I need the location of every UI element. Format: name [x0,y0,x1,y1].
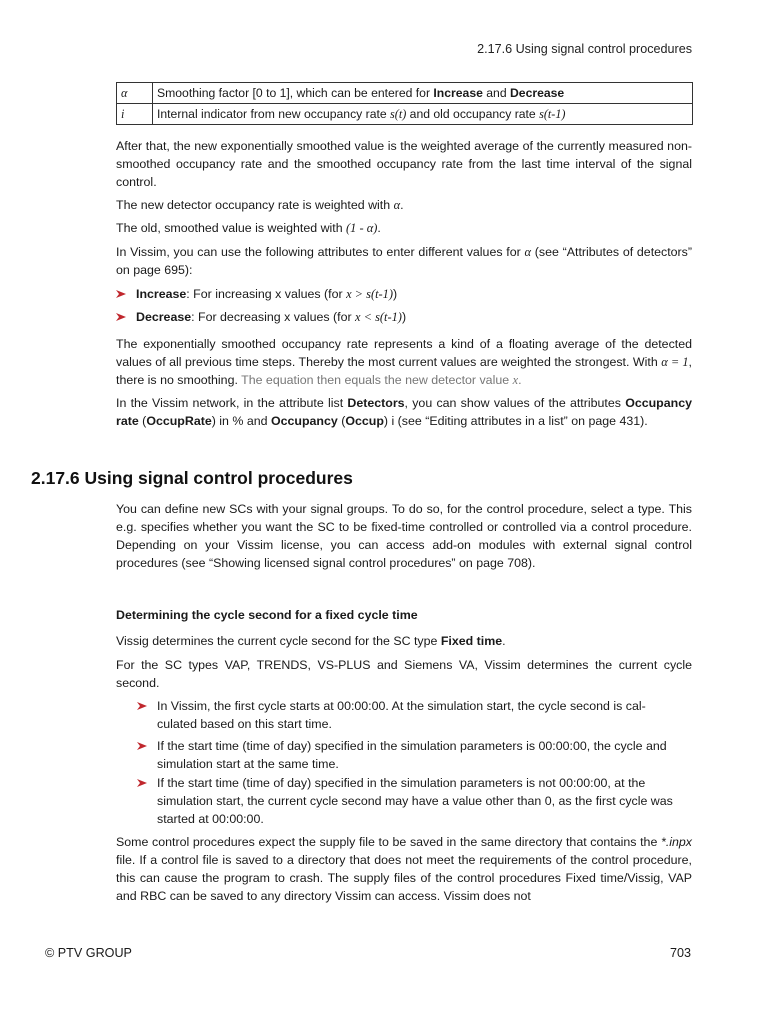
paragraph-sc-types: For the SC types VAP, TRENDS, VS-PLUS and Siemens VA, Vissim determines the current cycle second. [116,658,692,690]
math: α [393,198,401,212]
definition-cell [153,104,693,125]
text: (see “Attributes of detectors” on page 695): [116,245,693,277]
text: : For decreasing x values (for [191,310,356,324]
text: ( [138,414,147,428]
table-row [117,104,693,125]
bullet-text: If the start time (time of day) specified in the simulation parameters is 00:00:00, the cycle and simulation start at the same time. [157,739,667,771]
definition-text: and old occupancy rate [406,107,540,121]
text: . [377,221,381,235]
paragraph-floating-average [116,335,692,389]
text: file. If a control file is saved to a directory that does not meet the requirements of the control procedure, this can cause the program to crash. The supply files of the control procedures Fixed time/Vissig, VAP and RBC can be saved to any directory Vissim can access. Vissim does not [116,853,692,903]
list-item [137,697,680,733]
bold-text: OccupRate [146,414,212,428]
definition-math: s(t) [390,107,407,121]
math: x > s(t-1) [346,287,393,301]
text: The new detector occupancy rate is weighted with [116,198,394,212]
bullet-text: If the start time (time of day) specified in the simulation parameters is not 00:00:00, at the simulation start, the current cycle second may have a value other than 0, as the first cycle was started at 00:00:00. [157,776,673,826]
bullet-arrow-icon [116,313,126,321]
definition-cell [153,83,693,104]
text: . [400,198,404,212]
definition-math: s(t-1) [539,107,566,121]
list-item [137,737,680,773]
text-grey: The equation then equals the new detector value [241,373,513,387]
bullet-text: In Vissim, the first cycle starts at 00:00:00. At the simulation start, the cycle second is cal-culated based on this start time. [157,699,646,731]
bold-text: Occupancy [270,414,338,428]
math: x < s(t-1) [355,310,402,324]
bold-text: Detectors [347,396,405,410]
text-grey: . [518,373,522,387]
text: : For increasing x values (for [186,287,347,301]
symbol-cell: i [117,104,153,125]
paragraph-detectors [116,394,692,430]
text: ) [392,287,398,301]
math: (1 - α) [346,221,378,235]
definition-bold: Decrease [510,86,565,100]
text: Some control procedures expect the supply file to be saved in the same directory that contains the [116,835,661,849]
bullet-bold: Decrease [136,310,192,324]
paragraph-vissig [116,632,692,650]
symbol-definition-table [116,82,693,125]
paragraph-old-weight [116,219,692,237]
bold-text: Fixed time [440,634,503,648]
text: In the Vissim network, in the attribute list [116,396,348,410]
italic-text: *.inpx [661,835,692,849]
text: , there is no smoothing. [116,355,692,387]
list-item [137,774,680,828]
bold-text: Occup [345,414,384,428]
bullet-arrow-icon [137,702,147,710]
definition-bold: Increase [433,86,483,100]
text: The exponentially smoothed occupancy rate represents a kind of a floating average of the detected values of all previous time steps. Thereby the most current values are weighted the strongest. With [116,337,692,369]
section-heading: 2.17.6 Using signal control procedures [31,468,353,488]
subheading: Determining the cycle second for a fixed cycle time [116,608,418,622]
math-grey: x [512,373,519,387]
symbol-cell: α [117,83,153,104]
definition-text: and [482,86,510,100]
bullet-arrow-icon [137,742,147,750]
text: ) in % and [211,414,271,428]
text: The old, smoothed value is weighted with [116,221,347,235]
footer-copyright: © PTV GROUP [45,946,132,960]
text: In Vissim, you can use the following attributes to enter different values for [116,245,525,259]
definition-text: Internal indicator from new occupancy rate [157,107,391,121]
text: ( [337,414,346,428]
bold-text: Occupancy rate [116,396,692,428]
math: α = 1 [661,355,689,369]
text: , you can show values of the attributes [404,396,626,410]
running-head: 2.17.6 Using signal control procedures [477,42,692,56]
list-item [116,285,692,303]
math: α [524,245,532,259]
paragraph-define-scs: You can define new SCs with your signal groups. To do so, for the control procedure, select a type. This e.g. specifies whether you want the SC to be fixed-time controlled or controlled via a control procedure. Depending on your Vissim license, you can access add-on modules with external signal control procedures (see “Showing licensed signal control procedures” on page 708). [116,502,692,570]
text: . [502,634,506,648]
bullet-bold: Increase [136,287,187,301]
paragraph-attributes [116,243,692,279]
paragraph-new-weight [116,196,692,214]
paragraph-smoothed-value: After that, the new exponentially smoothed value is the weighted average of the currently measured non-smoothed occupancy rate and the smoothed occupancy rate from the last time interval of the signal control. [116,139,692,189]
paragraph-supply-file [116,833,692,905]
page-number: 703 [669,946,691,960]
list-item [116,308,692,326]
table-row [117,83,693,104]
definition-text: Smoothing factor [0 to 1], which can be entered for [157,86,434,100]
text: Vissig determines the current cycle second for the SC type [116,634,441,648]
bullet-arrow-icon [137,779,147,787]
bullet-arrow-icon [116,290,126,298]
text: ) i (see “Editing attributes in a list” on page 431). [383,414,648,428]
text: ) [401,310,407,324]
